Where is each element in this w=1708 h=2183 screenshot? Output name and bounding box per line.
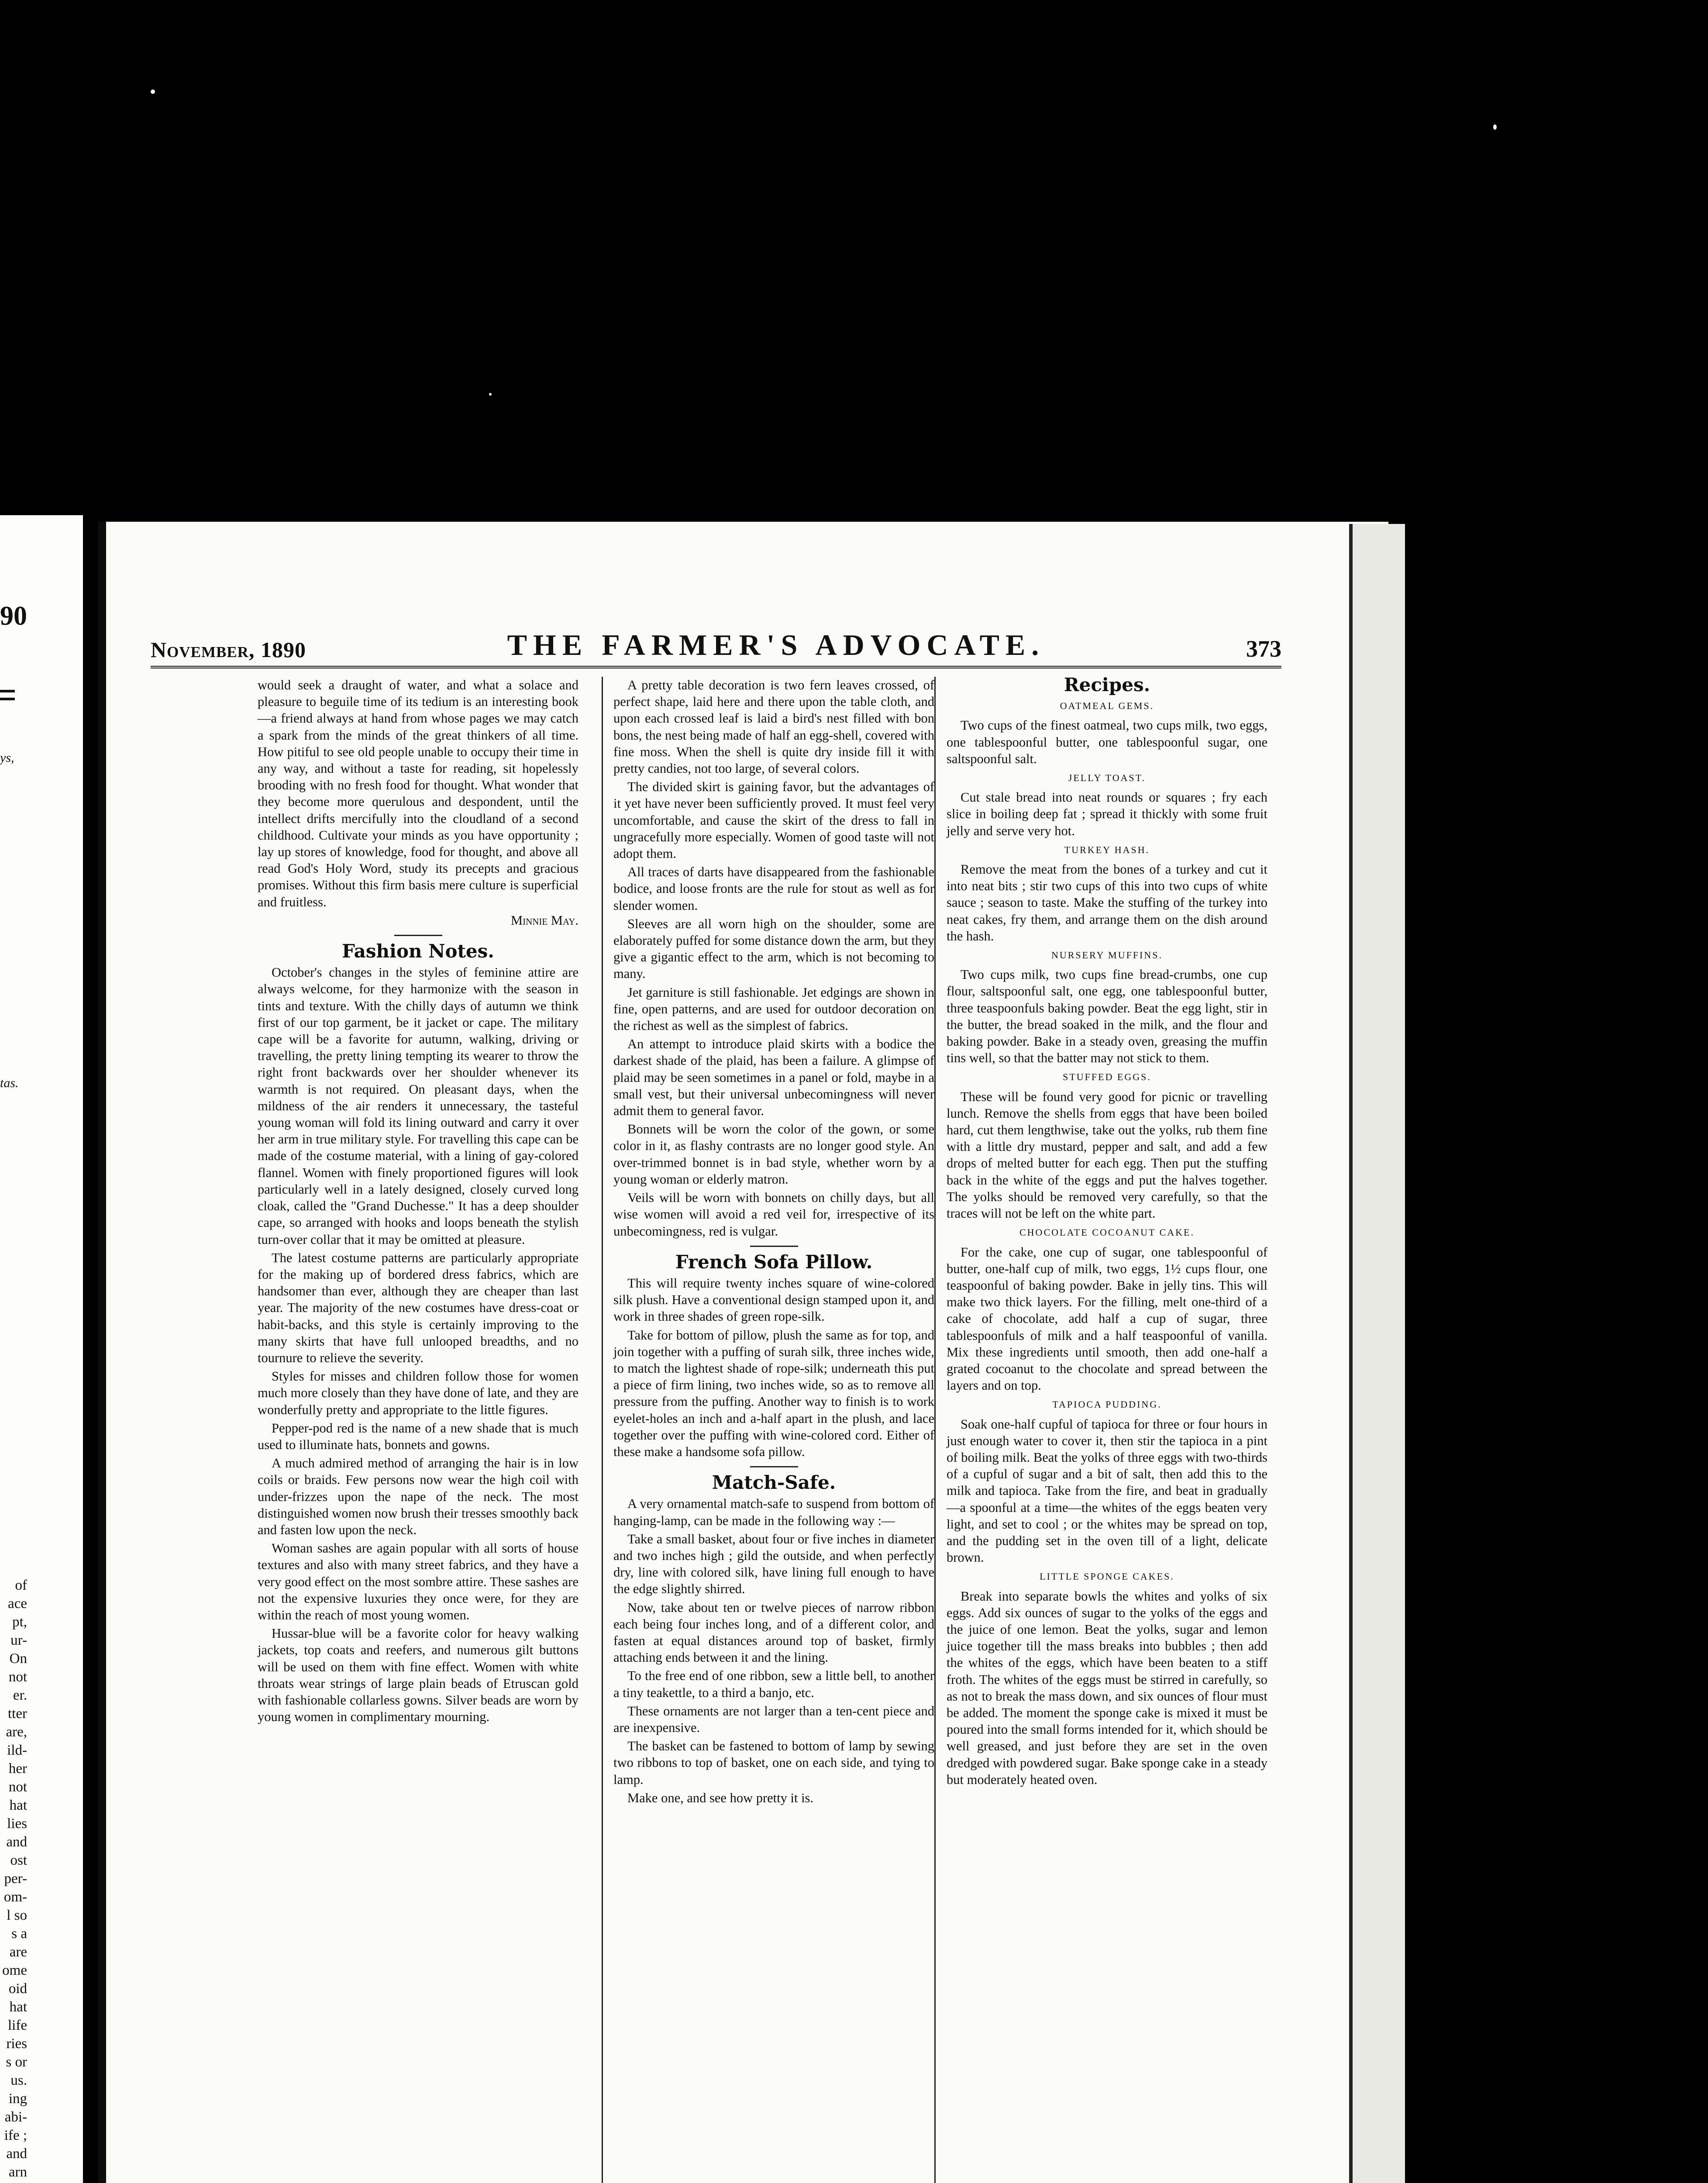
- section-heading-sofa-pillow: French Sofa Pillow.: [675, 1251, 873, 1273]
- recipe-title: TURKEY HASH.: [1064, 844, 1150, 855]
- fragment-word: om-: [3, 1889, 27, 1905]
- article-paragraph: A pretty table decoration is two fern leaves crossed, of perfect shape, laid here and there upon the table cloth, and upon each crossed leaf is laid a bird's nest filled with bon bons, the nest being made of half an egg-shell, covered with fine moss. When the shell is quite dry inside fill it with pretty candies, not too large, of several colors.: [613, 678, 934, 776]
- recipe-text: Soak one-half cupful of tapioca for three or four hours in just enough water to cover it, then stir the tapioca in a pint of boiling milk. Beat the yolks of three eggs with two-thirds of a cupful of sugar and a bit of salt, then add this to the milk and tapioca. Take from the fire, and beat in gradually—a spoonful at a time—the whites of the eggs beaten very light, and set to cool ; or the whites may be spread on top, and the pudding set in the oven till of a light, delicate brown.: [947, 1416, 1267, 1565]
- section-heading-match-safe: Match-Safe.: [712, 1472, 836, 1494]
- fragment-word: ace: [8, 1596, 27, 1611]
- fragment-word: her: [8, 1761, 27, 1777]
- recipe-title: CHOCOLATE COCOANUT CAKE.: [1019, 1227, 1195, 1238]
- article-paragraph: The divided skirt is gaining favor, but the advantages of it yet have never been sufficiently proved. It must feel very uncomfortable, and cause the skirt of the dress to fall in ungracefully more especially. Women of good taste will not adopt them.: [613, 779, 934, 861]
- fragment-word: not: [8, 1779, 27, 1795]
- fragment-word: per-: [4, 1871, 27, 1887]
- article-paragraph: A very ornamental match-safe to suspend from bottom of hanging-lamp, can be made in the following way :—: [613, 1496, 934, 1528]
- column-divider: [934, 677, 936, 2183]
- fragment-word: s a: [11, 1926, 27, 1942]
- section-rule: [750, 1466, 798, 1467]
- article-paragraph: Take for bottom of pillow, plush the same as for top, and join together with a puffing of surah silk, three inches wide, to match the lightest shade of rope-silk; underneath this put a piece of firm lining, two inches wide, so as to remove all pressure from the puffing. Another way to finish is to work eyelet-holes an inch and a-half apart in the plush, and lace together over the puffing with wine-colored cord. Either of these make a handsome sofa pillow.: [613, 1327, 934, 1459]
- fragment-word: s or: [6, 2054, 27, 2070]
- article-paragraph: A much admired method of arranging the hair is in low coils or braids. Few persons now wear the high coil with under-frizzes upon the nape of the neck. The most distinguished women now brush their tresses smoothly back and fasten low upon the neck.: [258, 1456, 579, 1537]
- fragment-word: are: [9, 1944, 27, 1960]
- recipe-text: Break into separate bowls the whites and yolks of six eggs. Add six ounces of sugar to the yolks of the eggs and the juice of one lemon. Beat the yolks, sugar and lemon juice together till the mass breaks into bubbles ; then add the whites of the eggs, which have been beaten to a stiff froth. The whites of the eggs must be stirred in carefully, so as not to break the mass down, and six ounces of flour must be added. The moment the sponge cake is mixed it must be poured into the small forms intended for it, which should be well greased, and just before they are set in the oven dredged with powdered sugar. Bake sponge cake in a steady but moderately heated oven.: [947, 1588, 1267, 1787]
- fragment-word: ing: [8, 2091, 27, 2107]
- signature: Minnie May.: [510, 912, 579, 928]
- article-paragraph: Now, take about ten or twelve pieces of narrow ribbon each being four inches long, and of a different color, and fasten at equal distances around top of basket, firmly attaching ends between it and the lining.: [613, 1600, 934, 1665]
- fragment-word: hat: [9, 1797, 27, 1813]
- fragment-word: ife ;: [4, 2128, 27, 2143]
- article-paragraph: Make one, and see how pretty it is.: [627, 1790, 814, 1805]
- fragment-rule: [0, 690, 15, 692]
- scan-speck: [489, 393, 492, 396]
- recipe-title: LITTLE SPONGE CAKES.: [1040, 1571, 1174, 1582]
- article-paragraph: Sleeves are all worn high on the shoulder, some are elaborately puffed for some distance down the arm, but they give a gigantic effect to the arm, which is not becoming to many.: [613, 916, 934, 981]
- article-paragraph: Bonnets will be worn the color of the gown, or some color in it, as flashy contrasts are no longer good style. An over-trimmed bonnet is in bad style, whether worn by a young woman or elderly matron.: [613, 1122, 934, 1187]
- recipe-title: OATMEAL GEMS.: [1060, 700, 1154, 712]
- previous-page-fragment: [0, 515, 83, 2183]
- article-paragraph: All traces of darts have disappeared from the fashionable bodice, and loose fronts are the rule for stout as well as for slender women.: [613, 864, 934, 913]
- fragment-word: are,: [6, 1724, 27, 1740]
- fragment-word: and: [6, 2146, 27, 2162]
- recipe-text: Two cups of the finest oatmeal, two cups milk, two eggs, one tablespoonful butter, one tablespoonful sugar, one saltspoonful salt.: [947, 718, 1267, 766]
- fragment-word: ild-: [7, 1742, 27, 1758]
- article-paragraph: Jet garniture is still fashionable. Jet edgings are shown in fine, open patterns, and are used for outdoor decoration on the richest as well as the simplest of fabrics.: [613, 985, 934, 1033]
- scan-speck: [151, 90, 155, 94]
- fragment-word: hat: [9, 1999, 27, 2015]
- fragment-word: pt,: [12, 1614, 27, 1630]
- fragment-word: ries: [6, 2036, 27, 2052]
- fragment-word: life: [8, 2018, 27, 2033]
- fragment-word: ur-: [10, 1632, 27, 1648]
- article-paragraph: An attempt to introduce plaid skirts with a bodice the darkest shade of the plaid, has been a failure. A glimpse of plaid may be seen sometimes in a panel or fold, maybe in a small vest, but their universal unbecomingness will never admit them to general favor.: [613, 1036, 934, 1119]
- recipe-text: Remove the meat from the bones of a turkey and cut it into neat bits ; stir two cups of this into two cups of white sauce ; season to taste. Make the stuffing of the turkey into neat cakes, fry them, and arrange them on the dish around the hash.: [947, 862, 1267, 943]
- column-2: [613, 677, 934, 1808]
- article-paragraph: Hussar-blue will be a favorite color for heavy walking jackets, top coats and reefers, and numerous gilt buttons will be used on them with fine effect. Women with white throats wear strings of large plain beads of Etruscan gold with fashionable collarless gowns. Silver beads are worn by young women in complimentary mourning.: [258, 1626, 579, 1725]
- page-edge: [1349, 524, 1405, 2183]
- scan-speck: [1493, 124, 1497, 130]
- page-number: 373: [1246, 636, 1281, 662]
- fragment-word: lies: [7, 1816, 27, 1832]
- column-3: [947, 674, 1267, 1790]
- recipe-title: STUFFED EGGS.: [1063, 1071, 1151, 1083]
- article-paragraph: The latest costume patterns are particularly appropriate for the making up of bordered dress fabrics, which are handsomer than ever, although they are cheaper than last year. The majority of the new costumes have dress-coat or habit-backs, and this style is certainly improving to the many skirts that have full unlooped breadths, and no tournure to relieve the severity.: [258, 1250, 579, 1365]
- fragment-word: [0, 2181, 27, 2183]
- article-paragraph: The basket can be fastened to bottom of lamp by sewing two ribbons to top of basket, one on each side, and tying to lamp.: [613, 1739, 934, 1787]
- fragment-page-number: 90: [0, 601, 27, 631]
- recipe-text: For the cake, one cup of sugar, one tablespoonful of butter, one-half cup of milk, two eggs, 1½ cups flour, one teaspoonful of baking powder. Bake in jelly tins. This will make two thick layers. For the filling, melt one-third of a cake of chocolate, add half a cup of sugar, three tablespoonfuls of milk and a half teaspoonful of vanilla. Mix these ingredients until smooth, then add one-half a grated cocoanut to the chocolate and spread between the layers and on top.: [947, 1244, 1267, 1393]
- fragment-word: On: [9, 1651, 27, 1667]
- fragment-word-column: [0, 1576, 27, 2183]
- section-rule: [394, 935, 442, 936]
- article-paragraph: Take a small basket, about four or five inches in diameter and two inches high ; gild the outside, and when perfectly dry, line with colored silk, have lining full enough to have the edge slightly shirred.: [613, 1531, 934, 1597]
- article-paragraph: Woman sashes are again popular with all sorts of house textures and also with many street fabrics, and they have a very good effect on the most sombre attire. These sashes are not the expensive luxuries they once were, for they are within the reach of most young women.: [258, 1541, 579, 1622]
- fragment-word: us.: [10, 2073, 27, 2088]
- article-paragraph: To the free end of one ribbon, sew a little bell, to another a tiny teakettle, to a third a banjo, etc.: [613, 1668, 934, 1700]
- fragment-tag: tas.: [0, 1076, 19, 1090]
- fragment-word: not: [8, 1669, 27, 1685]
- recipe-text: Two cups milk, two cups fine bread-crumbs, one cup flour, saltspoonful salt, one egg, one tablespoonful butter, three teaspoonfuls baking powder. Beat the egg light, stir in the butter, the bread soaked in the milk, and the flour and baking powder. Bake in a steady oven, greasing the muffin tins well, so that the batter may not stick to them.: [947, 967, 1267, 1066]
- fragment-word: er.: [13, 1687, 27, 1703]
- fragment-word: l so: [7, 1908, 27, 1923]
- fragment-word: oid: [8, 1981, 27, 1997]
- section-heading-fashion-notes: Fashion Notes.: [342, 940, 494, 962]
- article-paragraph: Veils will be worn with bonnets on chilly days, but all wise women will avoid a red veil for, irrespective of its unbecomingness, red is vulgar.: [613, 1190, 934, 1239]
- section-rule: [750, 1246, 798, 1247]
- fragment-rule: [0, 698, 15, 700]
- article-paragraph: These ornaments are not larger than a ten-cent piece and are inexpensive.: [613, 1703, 934, 1735]
- fragment-word: of: [15, 1577, 27, 1593]
- issue-date: November, 1890: [151, 637, 306, 662]
- fragment-tag: ys,: [0, 751, 14, 765]
- fragment-word: ost: [10, 1852, 27, 1868]
- fragment-word: and: [6, 1834, 27, 1850]
- page-header: [151, 627, 1281, 668]
- article-paragraph: October's changes in the styles of feminine attire are always welcome, for they harmonize with the season in tints and texture. With the chilly days of autumn we think first of our top garment, be it jacket or cape. The military cape will be a favorite for autumn, walking, driving or travelling, the pretty lining tempting its wearer to throw the right front backwards over her shoulder whenever its warmth is not required. On pleasant days, when the mildness of the air renders it unnecessary, the tasteful young woman will fold its lining outward and carry it over her arm in true military style. For travelling this cape can be made of the costume material, with a lining of gay-colored flannel. Women with finely proportioned figures will look particularly well in a lately designed, closely curved long cloak, called the "Grand Duchesse." It has a deep shoulder cape, so arranged with hooks and loops beneath the stylish turn-over collar that it may be omitted at pleasure.: [258, 965, 579, 1247]
- intro-paragraph: would seek a draught of water, and what a solace and pleasure to beguile time of its tedium is an interesting book—a friend always at hand from whose pages we may catch a spark from the minds of the great thinkers of all time. How pitiful to see old people unable to occupy their time in any way, and without a taste for reading, sit hopelessly brooding with no fresh food for thought. What wonder that they become more querulous and despondent, until the intellect drifts mercifully into the cloudland of a second childhood. Cultivate your minds as you have opportunity ; lay up stores of knowledge, food for thought, and above all read God's Holy Word, study its precepts and gracious promises. Without this firm basis mere culture is superficial and fruitless.: [258, 678, 579, 909]
- recipe-title: JELLY TOAST.: [1068, 772, 1146, 784]
- fragment-word: tter: [8, 1706, 27, 1722]
- section-heading-recipes: Recipes.: [1064, 674, 1150, 696]
- recipe-text: Cut stale bread into neat rounds or squares ; fry each slice in boiling deep fat ; spread it thickly with some fruit jelly and serve very hot.: [947, 790, 1267, 838]
- column-1: [258, 677, 579, 1727]
- recipe-title: TAPIOCA PUDDING.: [1052, 1399, 1162, 1410]
- recipe-title: NURSERY MUFFINS.: [1051, 950, 1163, 961]
- column-divider: [602, 677, 603, 2183]
- article-paragraph: This will require twenty inches square of wine-colored silk plush. Have a conventional design stamped upon it, and work in three shades of green rope-silk.: [613, 1275, 934, 1324]
- article-paragraph: Styles for misses and children follow those for women much more closely than they have done of late, and they are wonderfully pretty and appropriate to the little figures.: [258, 1369, 579, 1417]
- masthead-title: THE FARMER'S ADVOCATE.: [507, 628, 1045, 661]
- fragment-word: abi-: [4, 2109, 27, 2125]
- recipe-text: These will be found very good for picnic or travelling lunch. Remove the shells from eggs that have been boiled hard, cut them lengthwise, take out the yolks, rub them fine with a little dry mustard, pepper and salt, and add a few drops of melted butter for each egg. Then put the stuffing back in the white of the eggs and put the halves together. The yolks should be removed very carefully, so that the traces will not be left on the white part.: [947, 1089, 1267, 1221]
- fragment-word: arn: [8, 2164, 27, 2180]
- article-paragraph: Pepper-pod red is the name of a new shade that is much used to illuminate hats, bonnets and gowns.: [258, 1420, 579, 1452]
- fragment-word: ome: [2, 1963, 27, 1978]
